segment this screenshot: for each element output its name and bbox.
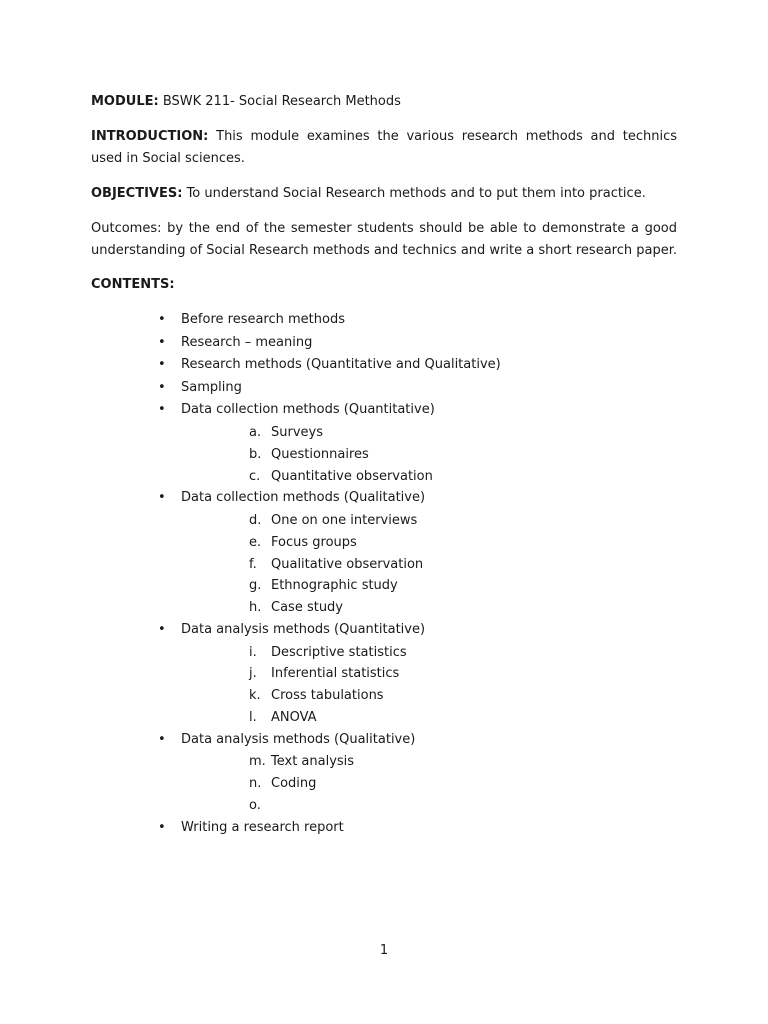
- sub-item-text: Ethnographic study: [271, 578, 398, 594]
- sub-item-text: Text analysis: [271, 754, 355, 770]
- sub-list-item: [0, 751, 768, 773]
- bullet-icon: •: [158, 621, 166, 637]
- bullet-item-text: Data analysis methods (Qualitative): [181, 731, 416, 747]
- bullet-list-item: [0, 487, 768, 510]
- bullet-list-item: [0, 399, 768, 422]
- sub-item-text: Descriptive statistics: [271, 644, 407, 660]
- sub-list-item: [0, 532, 768, 554]
- bullet-item-text: Sampling: [181, 379, 242, 395]
- bullet-item-text: Data collection methods (Qualitative): [181, 490, 426, 506]
- bullet-item-text: Before research methods: [181, 312, 345, 327]
- sub-item-text: Surveys: [271, 424, 323, 440]
- bullet-list-item: [0, 377, 768, 400]
- sub-item-marker: f.: [249, 556, 257, 572]
- sub-item-marker: i.: [249, 644, 257, 660]
- sub-list-item: [0, 466, 768, 488]
- module-label: MODULE:: [91, 94, 159, 109]
- objectives-line: [91, 183, 677, 205]
- sub-item-text: Coding: [271, 776, 317, 792]
- contents-list: [0, 309, 768, 839]
- sub-item-text: Case study: [271, 600, 344, 616]
- bullet-icon: •: [158, 312, 166, 327]
- contents-heading: [91, 274, 677, 296]
- sub-item-marker: j.: [249, 666, 257, 682]
- bullet-icon: •: [158, 819, 166, 835]
- sub-item-marker: m.: [249, 754, 266, 770]
- sub-list-item: [0, 642, 768, 664]
- bullet-item-text: Data analysis methods (Quantitative): [181, 621, 426, 637]
- sub-list-item: [0, 554, 768, 576]
- sub-list-item: [0, 510, 768, 532]
- bullet-icon: •: [158, 402, 166, 418]
- sub-list-item: [0, 707, 768, 729]
- outcomes-paragraph: [91, 218, 677, 262]
- introduction-paragraph: [91, 126, 677, 170]
- sub-item-marker: h.: [249, 600, 262, 616]
- sub-item-marker: d.: [249, 512, 262, 528]
- sub-item-marker: a.: [249, 424, 262, 440]
- sub-item-marker: k.: [249, 688, 261, 704]
- bullet-icon: •: [158, 379, 166, 395]
- sub-item-text: Questionnaires: [271, 446, 369, 462]
- sub-list-item: [0, 575, 768, 597]
- bullet-icon: •: [158, 357, 166, 373]
- objectives-label: OBJECTIVES:: [91, 186, 183, 201]
- bullet-list-item: [0, 309, 768, 332]
- sub-item-marker: n.: [249, 776, 262, 792]
- contents-label: CONTENTS:: [91, 277, 175, 292]
- bullet-item-text: Research – meaning: [181, 334, 313, 350]
- sub-item-marker: c.: [249, 468, 261, 484]
- bullet-list-item: [0, 354, 768, 377]
- sub-list-item: [0, 663, 768, 685]
- sub-item-marker: l.: [249, 709, 257, 725]
- sub-list-item: [0, 795, 768, 817]
- introduction-text: This module examines the various research methods and technics used in Social sciences.: [91, 129, 677, 166]
- bullet-list-item: [0, 332, 768, 355]
- introduction-label: INTRODUCTION:: [91, 129, 209, 144]
- sub-item-text: ANOVA: [271, 709, 317, 725]
- bullet-item-text: Writing a research report: [181, 819, 344, 835]
- bullet-item-text: Data collection methods (Quantitative): [181, 402, 435, 418]
- sub-item-text: Qualitative observation: [271, 556, 424, 572]
- bullet-list-item: [0, 619, 768, 642]
- page-number: 1: [379, 943, 389, 958]
- bullet-list-item: [0, 817, 768, 840]
- sub-item-marker: o.: [249, 797, 261, 813]
- outcomes-text: Outcomes: by the end of the semester students should be able to demonstrate a good understanding of Social Research methods and technics and write a short research paper.: [91, 221, 677, 258]
- sub-item-marker: g.: [249, 578, 262, 594]
- sub-list-item: [0, 444, 768, 466]
- sub-item-text: Cross tabulations: [271, 688, 384, 704]
- sub-item-text: Focus groups: [271, 534, 357, 550]
- bullet-list-item: [0, 729, 768, 752]
- sub-item-marker: e.: [249, 534, 262, 550]
- module-text: BSWK 211- Social Research Methods: [158, 94, 401, 109]
- sub-item-marker: b.: [249, 446, 262, 462]
- objectives-text: To understand Social Research methods and to put them into practice.: [182, 186, 646, 201]
- bullet-icon: •: [158, 490, 166, 506]
- sub-list-item: [0, 422, 768, 444]
- bullet-icon: •: [158, 334, 166, 350]
- bullet-item-text: Research methods (Quantitative and Qualitative): [181, 357, 501, 373]
- sub-item-text: Inferential statistics: [271, 666, 400, 682]
- sub-list-item: [0, 597, 768, 619]
- bullet-icon: •: [158, 731, 166, 747]
- sub-item-text: One on one interviews: [271, 512, 418, 528]
- sub-item-text: Quantitative observation: [271, 468, 433, 484]
- sub-list-item: [0, 773, 768, 795]
- module-line: [91, 91, 677, 113]
- sub-list-item: [0, 685, 768, 707]
